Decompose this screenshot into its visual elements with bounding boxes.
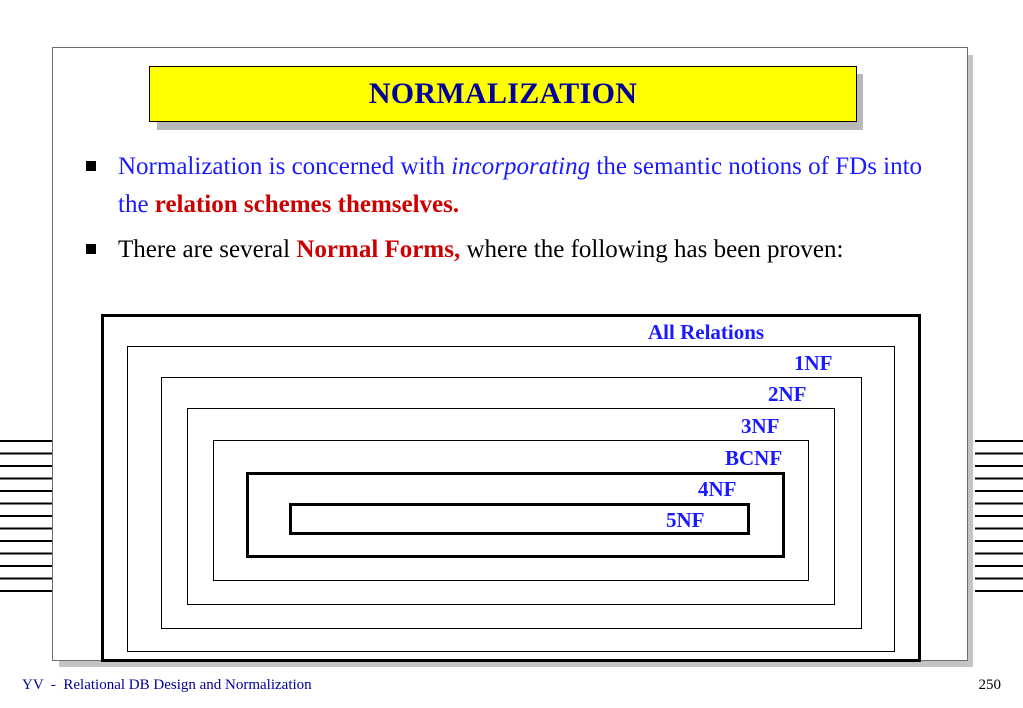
label-all-relations: All Relations [648,320,765,344]
bullet-text-part: where the following has been proven: [460,236,844,263]
footer-course-title: YV - Relational DB Design and Normalization [22,677,312,693]
square-bullet-icon [86,244,96,254]
bullet-normalization [86,148,946,224]
bullet-text-part: the semantic notions of FDs into the [118,153,923,218]
bullet-text [118,148,946,224]
label-5nf: 5NF [666,508,705,532]
bullet-normal-forms [86,231,946,269]
bullet-text-highlight: Normal Forms, [296,236,461,263]
label-2nf: 2NF [768,382,807,406]
footer-page-number: 250 [978,677,1001,693]
bullet-text [118,231,946,269]
label-bcnf: BCNF [725,446,783,470]
slide-title: NORMALIZATION [368,77,638,110]
label-3nf: 3NF [741,414,780,438]
title-box [149,66,857,122]
bullet-text-emphasis: incorporating [451,153,591,180]
bullet-text-part: There are several [118,236,297,263]
bullet-text-part: Normalization is concerned with [118,153,452,180]
label-4nf: 4NF [698,477,737,501]
left-decorative-stripes [0,440,52,600]
square-bullet-icon [86,161,96,171]
right-decorative-stripes [975,440,1023,600]
bullet-text-highlight: relation schemes themselves. [154,191,460,218]
label-1nf: 1NF [794,351,833,375]
